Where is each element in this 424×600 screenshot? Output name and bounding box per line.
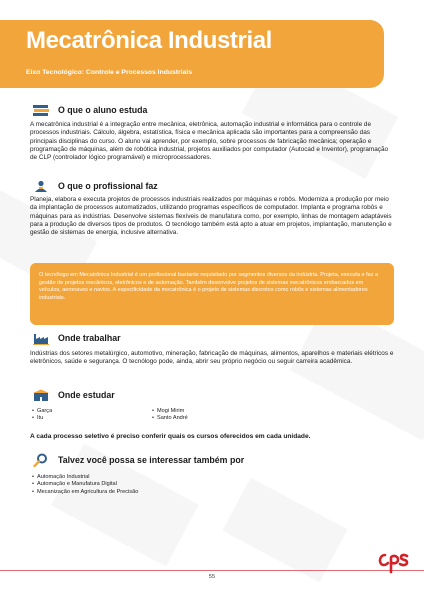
campus-list-col2 [152,408,188,423]
page-subtitle: Eixo Tecnológico: Controle e Processos Industriais [26,69,193,76]
section-work-heading [30,330,121,346]
section-interest-heading [30,452,244,468]
section-where-study-heading [30,387,115,403]
page-title: Mecatrônica Industrial [26,27,272,54]
section-professional-title: O que o profissional faz [58,181,158,191]
campus-item: • Garça [32,408,52,415]
section-study-title: O que o aluno estuda [58,105,148,115]
footer-divider [0,570,424,571]
campus-list-col1 [32,408,52,423]
related-course-item: • Automação e Manufatura Digital [32,481,138,488]
section-where-study-title: Onde estudar [58,390,115,400]
selection-note: A cada processo seletivo é preciso conferir quais os cursos oferecidos em cada unidade. [30,433,311,440]
related-course-item: • Automação Industrial [32,474,138,481]
books-icon [30,103,52,117]
section-professional-heading [30,178,158,194]
header-band [0,20,384,88]
section-study-heading [30,102,147,118]
industry-icon [30,331,52,345]
campus-item: • Mogi Mirim [152,408,188,415]
location-icon [30,388,52,402]
background-shape [222,478,347,583]
section-study-text: A mecatrônica industrial é a integração entre mecânica, eletrônica, automação industrial e informática para o controle de processos industriais. Cálculo, álgebra, estatística, física e mecânica aplicada são importantes para a compreensão das principais disciplinas do curso. O aluno vai aprender, por exemplo, sobre processos de fabricação mecânica; operação e programação de máquinas, além de robótica industrial, projetos auxiliados por computador (Autocad e Inventor), programação de CLP (controlador lógico programável) e microprocessadores. [30,121,389,162]
campus-item: • Santo André [152,415,188,422]
section-professional-text: Planeja, elabora e executa projetos de processos industriais realizados por máquinas e robôs. Moderniza a produção por meio da implantação de processos automatizados, utilizando programas específicos de computador. Implanta e programa robôs e máquinas para as indústrias. Desenvolve sistemas flexíveis de manufatura como, por exemplo, linhas de montagem adaptáveis para a produção de diversos tipos de produtos. O tecnólogo também está apto a atuar em projetos, implantação, manutenção e gestão de sistemas de energia, inclusive alternativa. [30,196,392,237]
campus-item: • Itu [32,415,52,422]
section-work-title: Onde trabalhar [58,333,121,343]
magnifier-icon [30,453,52,467]
section-work-text: Indústrias dos setores metalúrgico, automotivo, mineração, fabricação de máquinas, alimentos, aparelhos e materiais elétricos e eletrônicos, saúde e segurança. O tecnólogo pode, ainda, abrir seu próprio negócio ou seguir carreira acadêmica. [30,350,394,366]
highlight-box-text: O tecnólogo em Mecatrônica Industrial é um profissional bastante requisitado por segmentos diversos da indústria. Projeta, executa e faz a gestão de projetos mecânicos, eletrônicos e de automação. Também desenvolve projetos de sistemas mecatrônicos embarcados em veículos, aeronaves e navios. A especificidade da mecatrônica é o projeto de sistemas discretos como robôs e sistemas alimentadores industriais. [39,272,379,301]
section-interest-title: Talvez você possa se interessar também por [58,455,245,465]
cps-logo [376,552,410,579]
highlight-box [30,263,394,325]
related-course-item: • Mecanização em Agricultura de Precisão [32,489,138,496]
professional-icon [30,179,52,193]
page-number: 55 [208,574,216,580]
related-courses-list [32,474,138,496]
